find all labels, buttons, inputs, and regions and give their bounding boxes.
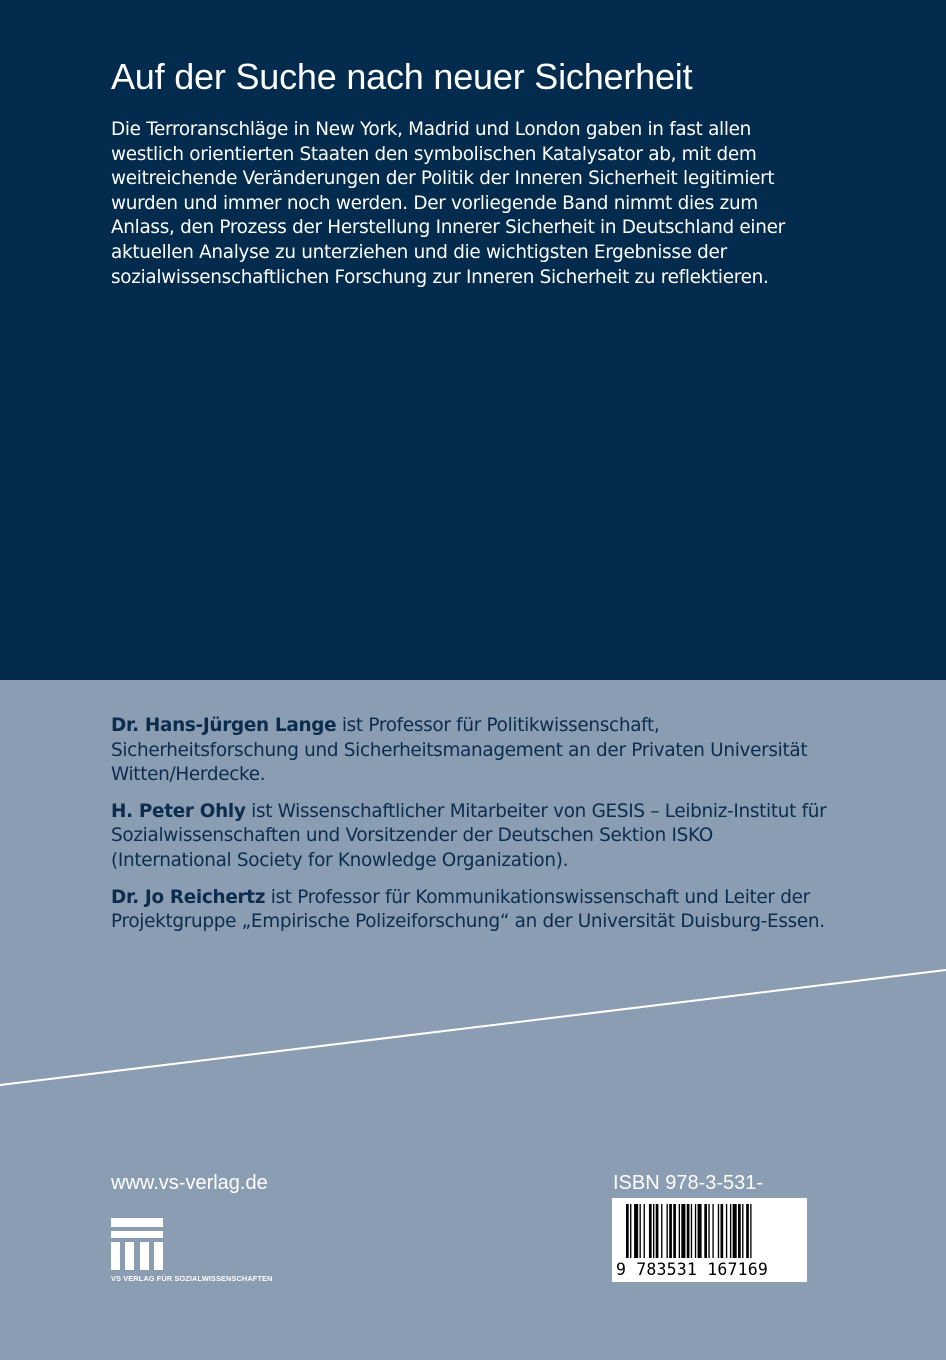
barcode-bar	[738, 1204, 741, 1258]
author-name: Dr. Hans-Jürgen Lange	[111, 715, 337, 736]
barcode-bar	[626, 1204, 629, 1258]
author-bios	[111, 714, 831, 947]
barcode-bar	[667, 1204, 668, 1258]
author-description: ist Professor für Kommunikationswissenschaft und Leiter der Projektgruppe „Empirische Polizeiforschung“ an der Universität Duisburg-Essen.	[111, 886, 825, 933]
barcode-bar	[687, 1204, 690, 1258]
barcode-bar	[704, 1204, 707, 1258]
author-bio	[111, 886, 831, 935]
barcode-bar	[649, 1204, 652, 1258]
barcode-bar	[681, 1204, 685, 1258]
author-name: Dr. Jo Reichertz	[111, 886, 266, 908]
author-description: ist Wissenschaftlicher Mitarbeiter von GESIS – Leibniz-Institut für Sozialwissenschaften und Vorsitzender der Deutschen Sektion ISKO (International Society for Knowledge Organization).	[111, 800, 827, 871]
barcode-bar	[721, 1204, 724, 1258]
barcode-bar	[640, 1204, 641, 1258]
barcode-bar	[730, 1204, 731, 1258]
barcode-bar	[634, 1204, 638, 1258]
barcode-bar	[698, 1204, 702, 1258]
publisher-name: VS VERLAG FÜR SOZIALWISSENSCHAFTEN	[111, 1274, 273, 1283]
book-title: Auf der Suche nach neuer Sicherheit	[111, 56, 693, 97]
author-description: ist Professor für Politikwissenschaft, Sicherheitsforschung und Sicherheitsmanagement an der Privaten Universität Witten/Herdecke.	[111, 715, 808, 786]
barcode-bar	[673, 1204, 676, 1258]
vs-verlag-logo-icon	[111, 1218, 163, 1270]
publisher-website[interactable]: www.vs-verlag.de	[111, 1172, 268, 1194]
author-bio	[111, 800, 831, 874]
barcode-bar	[661, 1204, 662, 1258]
barcode-bar	[708, 1204, 709, 1258]
barcode	[612, 1198, 807, 1282]
barcode-bar	[644, 1204, 645, 1258]
author-name: H. Peter Ohly	[111, 800, 246, 822]
barcode-bar	[712, 1204, 713, 1258]
barcode-bar	[695, 1204, 696, 1258]
book-blurb: Die Terroranschläge in New York, Madrid und London gaben in fast allen westlich orientierten Staaten den symbolischen Katalysator ab, mit dem weitreichende Veränderungen der Politik der Inneren Sicherheit legitimiert wurden und immer noch werden. Der vorliegende Band nimmt dies zum Anlass, den Prozess der Herstellung Innerer Sicherheit in Deutschland einer aktuellen Analyse zu unterziehen und die wichtigsten Ergebnisse der sozialwissenschaftlichen Forschung zur Inneren Sicherheit zu reflektieren.	[111, 119, 785, 288]
barcode-bar	[669, 1204, 672, 1258]
barcode-bar	[630, 1204, 631, 1258]
barcode-bar	[726, 1204, 727, 1258]
barcode-bar	[653, 1204, 654, 1258]
barcode-bar	[742, 1204, 743, 1258]
publisher-logo	[111, 1218, 311, 1288]
barcode-bar	[733, 1204, 737, 1258]
barcode-bar	[691, 1204, 692, 1258]
barcode-bar	[750, 1204, 751, 1258]
barcode-digits: 9 783531 167169	[616, 1260, 769, 1279]
author-bio	[111, 714, 831, 788]
barcode-bar	[679, 1204, 680, 1258]
diagonal-divider	[0, 960, 946, 1100]
isbn-label: ISBN 978-3-531-	[613, 1172, 764, 1194]
barcode-bar	[718, 1204, 719, 1258]
barcode-bar	[656, 1204, 659, 1258]
barcode-bar	[746, 1204, 749, 1258]
